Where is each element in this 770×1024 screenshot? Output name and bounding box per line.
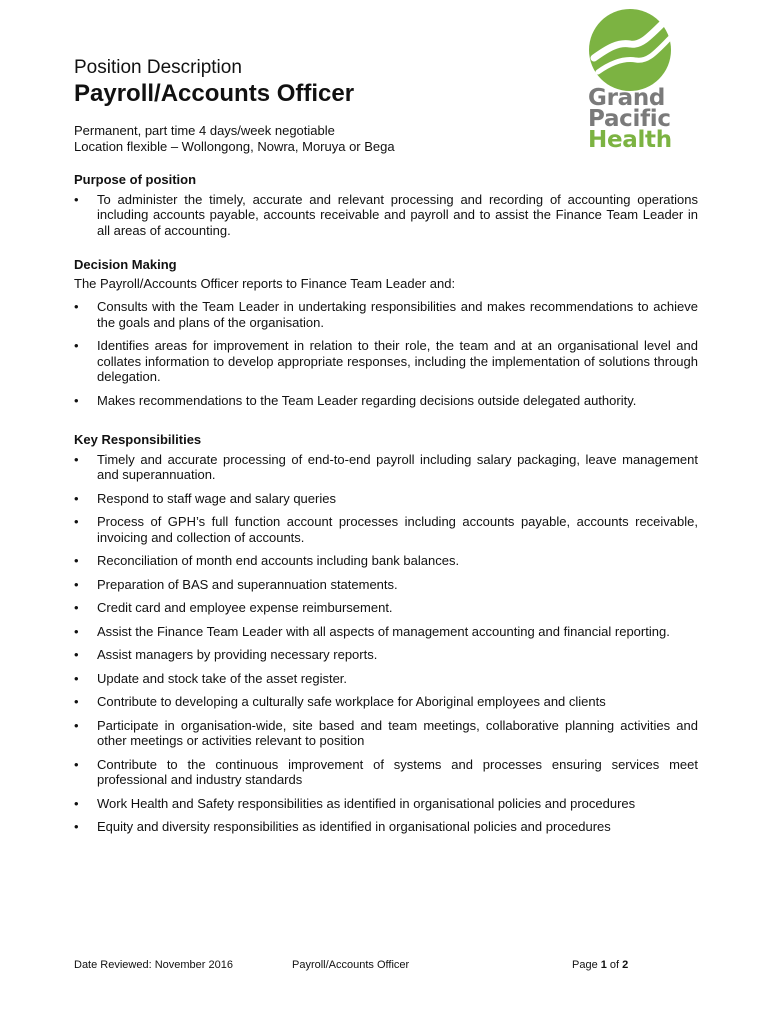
list-item: • Process of GPH’s full function account processes including accounts payable, accounts receivable, invoicing and collection of accounts. [74,514,698,545]
purpose-heading: Purpose of position [74,172,197,187]
list-item: • Makes recommendations to the Team Leader regarding decisions outside delegated authority. [74,392,637,408]
bullet-icon: • [74,795,79,811]
logo-word-health: Health [588,127,672,153]
list-item: • Preparation of BAS and superannuation statements. [74,576,398,592]
bullet-icon: • [74,392,79,408]
decision-making-heading: Decision Making [74,257,177,272]
company-logo [584,8,684,158]
location-text: Location flexible – Wollongong, Nowra, Moruya or Bega [74,139,395,154]
logo-word-pacific: Pacific [588,106,671,132]
key-responsibilities-section [74,432,698,835]
key-responsibilities-list [74,452,698,835]
bullet-icon: • [74,717,79,733]
footer-page-number: Page 1 of 2 [572,959,629,971]
key-responsibilities-heading: Key Responsibilities [74,432,202,447]
bullet-icon: • [74,670,79,686]
list-item: • Update and stock take of the asset register. [74,670,348,686]
logo-wordmark [588,85,672,153]
page-title: Payroll/Accounts Officer [74,80,355,107]
bullet-icon: • [74,451,79,467]
list-item: • Consults with the Team Leader in undertaking responsibilities and makes recommendations to achieve the goals and plans of the organisation. [74,299,698,330]
decision-making-intro: The Payroll/Accounts Officer reports to Finance Team Leader and: [74,275,456,291]
purpose-list [74,192,698,239]
bullet-icon: • [74,623,79,639]
list-item: • Credit card and employee expense reimbursement. [74,600,393,615]
bullet-icon: • [74,576,79,592]
bullet-icon: • [74,191,79,207]
position-meta [74,123,395,155]
list-item: • Assist the Finance Team Leader with all aspects of management accounting and financial reporting. [74,623,670,639]
bullet-icon: • [74,756,79,772]
footer-date-reviewed: Date Reviewed: November 2016 [74,959,233,971]
list-item: • Identifies areas for improvement in relation to their role, the team and at an organisational level and collates information to develop appropriate responses, including the implementation of solutions through delegation. [74,338,698,384]
grand-pacific-health-logo-icon [588,8,672,92]
document-body [74,172,698,835]
list-item: • Timely and accurate processing of end-to-end payroll including salary packaging, leave management and superannuation. [74,451,698,482]
bullet-icon: • [74,338,79,353]
logo-word-grand: Grand [588,85,666,111]
decision-making-section [74,257,698,408]
purpose-section [74,172,698,238]
list-item: • Participate in organisation-wide, site based and team meetings, collaborative planning activities and other meetings or activities relevant to position [74,717,698,748]
document-type-label: Position Description [74,57,242,78]
bullet-icon: • [74,514,79,529]
bullet-icon: • [74,490,79,506]
bullet-icon: • [74,694,79,709]
bullet-icon: • [74,819,79,834]
decision-making-list [74,299,698,408]
list-item: • To administer the timely, accurate and relevant processing and recording of accounting operations including accounts payable, accounts receivable and payroll and to assist the Finance Team Leader in all areas of accounting. [74,191,698,238]
bullet-icon: • [74,647,79,662]
list-item: • Reconciliation of month end accounts including bank balances. [74,553,460,568]
list-item: • Work Health and Safety responsibilities as identified in organisational policies and procedures [74,795,636,811]
employment-type: Permanent, part time 4 days/week negotiable [74,123,335,138]
footer-document-title: Payroll/Accounts Officer [292,959,410,971]
list-item: • Respond to staff wage and salary queries [74,490,336,506]
bullet-icon: • [74,299,79,314]
list-item: • Assist managers by providing necessary reports. [74,647,378,662]
list-item: • Contribute to the continuous improvement of systems and processes ensuring services meet professional and industry standards [74,756,698,787]
bullet-icon: • [74,553,79,568]
list-item: • Contribute to developing a culturally safe workplace for Aboriginal employees and clients [74,694,606,709]
list-item: • Equity and diversity responsibilities as identified in organisational policies and procedures [74,819,611,834]
bullet-icon: • [74,600,79,615]
